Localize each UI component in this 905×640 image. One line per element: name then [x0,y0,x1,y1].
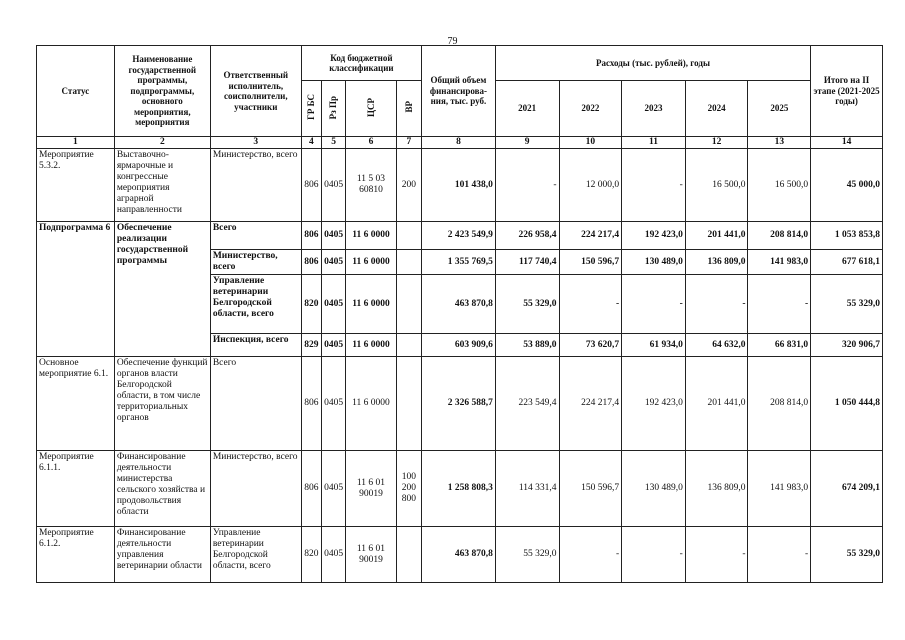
table-row [37,357,883,451]
header-csr: ЦСР [346,81,397,137]
row-status: Мероприятие 6.1.1. [37,451,115,527]
col-number: 2 [114,137,210,149]
row-rzpr: 0405 [321,222,345,250]
header-2023: 2023 [622,81,686,137]
row-2025: 208 814,0 [748,222,811,250]
row-rzpr: 0405 [321,451,345,527]
row-grbs: 806 [301,149,321,222]
row-2021: 53 889,0 [495,334,559,357]
row-2023: - [622,275,686,334]
header-expenses: Расходы (тыс. рублей), годы [495,46,810,81]
row-2021: 223 549,4 [495,357,559,451]
header-executor: Ответственный исполнитель, соисполнители, участники [210,46,301,137]
col-number: 10 [559,137,622,149]
row-2024: - [685,527,748,583]
col-number: 3 [210,137,301,149]
row-stage-total: 45 000,0 [811,149,883,222]
row-csr: 11 6 0000 [346,334,397,357]
row-total: 463 870,8 [422,527,496,583]
row-csr: 11 6 01 90019 [346,527,397,583]
header-row-1 [37,46,883,81]
row-2023: 192 423,0 [622,222,686,250]
row-grbs: 806 [301,222,321,250]
row-total: 1 258 808,3 [422,451,496,527]
row-csr: 11 6 0000 [346,222,397,250]
row-grbs: 820 [301,527,321,583]
row-name: Финансирование деятельности управления ветеринарии области [114,527,210,583]
row-2023: - [622,527,686,583]
row-2022: 224 217,4 [559,357,622,451]
row-total: 1 355 769,5 [422,250,496,275]
row-2021: 55 329,0 [495,527,559,583]
row-2023: - [622,149,686,222]
row-2024: 136 809,0 [685,451,748,527]
col-number: 13 [748,137,811,149]
row-grbs: 806 [301,451,321,527]
header-2021: 2021 [495,81,559,137]
row-executor: Всего [210,222,301,250]
row-2021: 117 740,4 [495,250,559,275]
row-vr: 100 200 800 [396,451,421,527]
row-name: Выставочно-ярмарочные и конгрессные мероприятия аграрной направленности [114,149,210,222]
row-total: 101 438,0 [422,149,496,222]
row-total: 2 326 588,7 [422,357,496,451]
row-name: Финансирование деятельности министерства сельского хозяйства и продовольствия области [114,451,210,527]
row-2023: 61 934,0 [622,334,686,357]
col-number: 5 [321,137,345,149]
row-vr [396,250,421,275]
row-executor: Министерство, всего [210,149,301,222]
row-2022: 73 620,7 [559,334,622,357]
header-total-volume: Общий объем финансирова-ния, тыс. руб. [422,46,496,137]
row-2024: 201 441,0 [685,357,748,451]
row-vr [396,275,421,334]
row-executor: Министерство, всего [210,451,301,527]
row-name: Обеспечение функций органов власти Белгородской области, в том числе территориальных органов [114,357,210,451]
row-total: 603 909,6 [422,334,496,357]
row-vr [396,527,421,583]
row-stage-total: 55 329,0 [811,275,883,334]
row-rzpr: 0405 [321,357,345,451]
col-number: 12 [685,137,748,149]
row-grbs: 806 [301,250,321,275]
row-2022: - [559,275,622,334]
header-vr: ВР [396,81,421,137]
row-2025: 141 983,0 [748,250,811,275]
row-2022: - [559,527,622,583]
col-number: 11 [622,137,686,149]
row-grbs: 829 [301,334,321,357]
row-grbs: 820 [301,275,321,334]
header-2025: 2025 [748,81,811,137]
row-2021: 114 331,4 [495,451,559,527]
table-row [37,149,883,222]
row-executor: Управление ветеринарии Белгородской области, всего [210,527,301,583]
row-stage-total: 677 618,1 [811,250,883,275]
row-vr [396,357,421,451]
row-stage-total: 55 329,0 [811,527,883,583]
header-grbs: ГР БС [301,81,321,137]
row-vr [396,222,421,250]
table-row [37,527,883,583]
col-number: 7 [396,137,421,149]
row-2025: 66 831,0 [748,334,811,357]
row-executor: Всего [210,357,301,451]
row-rzpr: 0405 [321,149,345,222]
row-2023: 192 423,0 [622,357,686,451]
column-number-row [37,137,883,149]
row-stage-total: 320 906,7 [811,334,883,357]
row-executor: Министерство, всего [210,250,301,275]
row-2024: 201 441,0 [685,222,748,250]
header-2022: 2022 [559,81,622,137]
header-2024: 2024 [685,81,748,137]
row-status: Подпрограмма 6 [37,222,115,357]
row-rzpr: 0405 [321,275,345,334]
row-csr: 11 6 0000 [346,357,397,451]
row-csr: 11 5 03 60810 [346,149,397,222]
table-row [37,222,883,250]
row-total: 2 423 549,9 [422,222,496,250]
row-executor: Инспекция, всего [210,334,301,357]
page-number: 79 [447,36,458,47]
col-number: 14 [811,137,883,149]
row-2025: 16 500,0 [748,149,811,222]
row-stage-total: 1 050 444,8 [811,357,883,451]
header-status: Статус [37,46,115,137]
row-2023: 130 489,0 [622,250,686,275]
row-name: Обеспечение реализации государственной программы [114,222,210,357]
row-rzpr: 0405 [321,527,345,583]
row-rzpr: 0405 [321,250,345,275]
col-number: 8 [422,137,496,149]
row-vr: 200 [396,149,421,222]
row-2024: 136 809,0 [685,250,748,275]
row-2021: - [495,149,559,222]
header-rzpr: Рз Пр [321,81,345,137]
row-2025: - [748,527,811,583]
row-status: Мероприятие 6.1.2. [37,527,115,583]
row-2024: 64 632,0 [685,334,748,357]
col-number: 4 [301,137,321,149]
col-number: 6 [346,137,397,149]
row-total: 463 870,8 [422,275,496,334]
row-2024: - [685,275,748,334]
row-2022: 224 217,4 [559,222,622,250]
row-status: Мероприятие 5.3.2. [37,149,115,222]
row-vr [396,334,421,357]
row-csr: 11 6 0000 [346,275,397,334]
row-executor: Управление ветеринарии Белгородской области, всего [210,275,301,334]
row-stage-total: 674 209,1 [811,451,883,527]
row-rzpr: 0405 [321,334,345,357]
row-2025: 141 983,0 [748,451,811,527]
row-2022: 12 000,0 [559,149,622,222]
row-2024: 16 500,0 [685,149,748,222]
header-budget-code: Код бюджетной классификации [301,46,421,81]
row-2025: 208 814,0 [748,357,811,451]
row-csr: 11 6 0000 [346,250,397,275]
row-2023: 130 489,0 [622,451,686,527]
col-number: 9 [495,137,559,149]
row-2022: 150 596,7 [559,250,622,275]
row-stage-total: 1 053 853,8 [811,222,883,250]
row-2022: 150 596,7 [559,451,622,527]
row-2021: 55 329,0 [495,275,559,334]
budget-table [36,45,883,583]
row-grbs: 806 [301,357,321,451]
row-csr: 11 6 01 90019 [346,451,397,527]
col-number: 1 [37,137,115,149]
header-stage-total: Итого на II этапе (2021-2025 годы) [811,46,883,137]
table-row [37,451,883,527]
row-status: Основное мероприятие 6.1. [37,357,115,451]
header-name: Наименование государственной программы, подпрограммы, основного мероприятия, мероприятия [114,46,210,137]
row-2021: 226 958,4 [495,222,559,250]
row-2025: - [748,275,811,334]
